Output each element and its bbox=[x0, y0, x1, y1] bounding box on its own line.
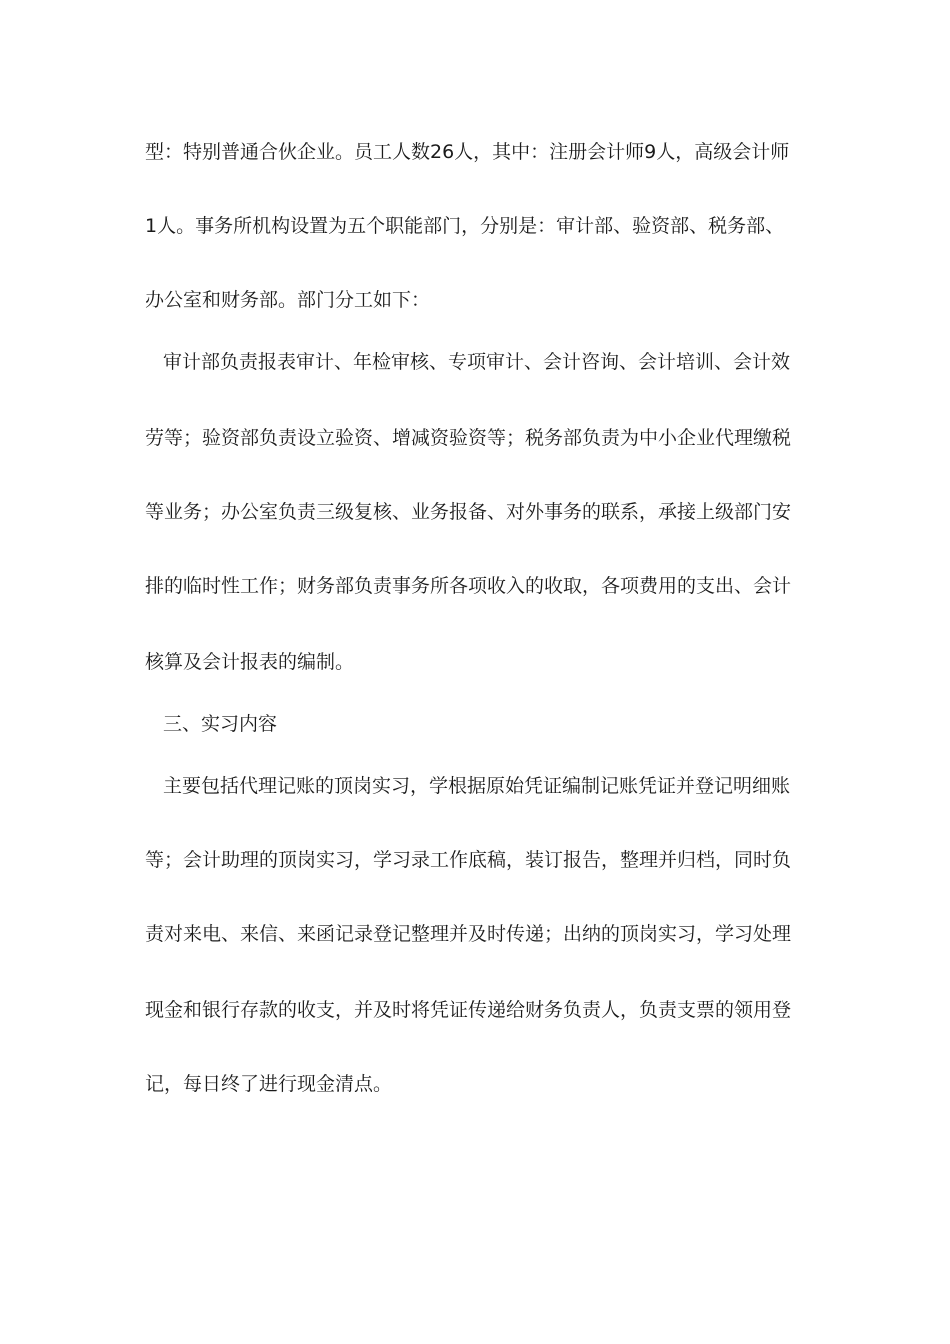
paragraph-line: 1人。事务所机构设置为五个职能部门，分别是：审计部、验资部、税务部、 bbox=[145, 215, 785, 237]
paragraph-line: 等业务；办公室负责三级复核、业务报备、对外事务的联系，承接上级部门安 bbox=[145, 501, 792, 523]
paragraph-line: 办公室和财务部。部门分工如下： bbox=[145, 289, 431, 311]
paragraph-line: 责对来电、来信、来函记录登记整理并及时传递；出纳的顶岗实习，学习处理 bbox=[145, 923, 792, 945]
section-heading: 三、实习内容 bbox=[163, 713, 278, 735]
paragraph-line: 核算及会计报表的编制。 bbox=[145, 651, 355, 673]
paragraph-line: 型：特别普通合伙企业。员工人数26人，其中：注册会计师9人，高级会计师 bbox=[145, 141, 790, 163]
paragraph-line: 劳等；验资部负责设立验资、增减资验资等；税务部负责为中小企业代理缴税 bbox=[145, 427, 792, 449]
paragraph-line: 主要包括代理记账的顶岗实习，学根据原始凭证编制记账凭证并登记明细账 bbox=[163, 775, 791, 797]
paragraph-line: 排的临时性工作；财务部负责事务所各项收入的收取，各项费用的支出、会计 bbox=[145, 575, 792, 597]
paragraph-line: 记，每日终了进行现金清点。 bbox=[145, 1073, 393, 1095]
paragraph-line: 审计部负责报表审计、年检审核、专项审计、会计咨询、会计培训、会计效 bbox=[163, 351, 791, 373]
paragraph-line: 等；会计助理的顶岗实习，学习录工作底稿，装订报告，整理并归档，同时负 bbox=[145, 849, 792, 871]
paragraph-line: 现金和银行存款的收支，并及时将凭证传递给财务负责人，负责支票的领用登 bbox=[145, 999, 792, 1021]
